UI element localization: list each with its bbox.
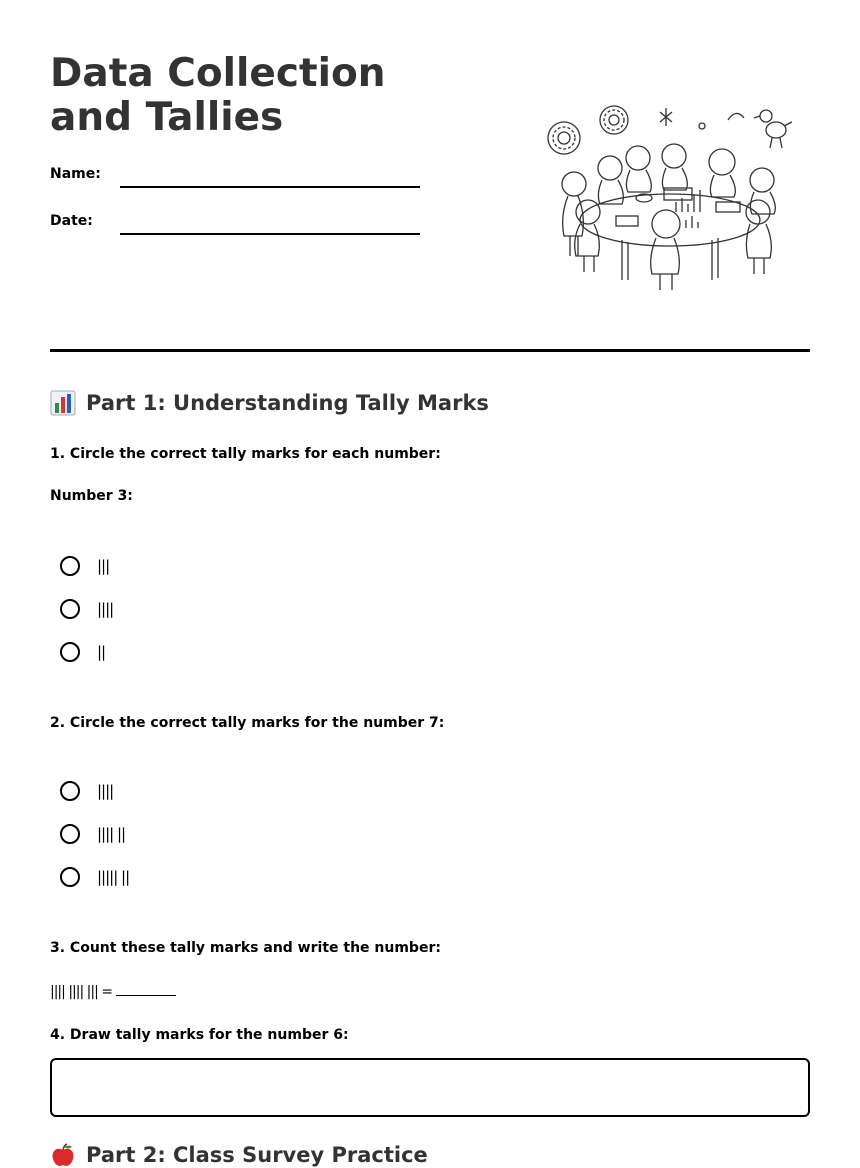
q2-option-3[interactable]: [60, 867, 129, 887]
dot-decoration: [699, 123, 705, 129]
radio-circle[interactable]: [60, 781, 80, 801]
date-label: Date:: [50, 213, 93, 229]
flower-icon: [600, 106, 628, 134]
bar-chart-icon: [50, 390, 76, 416]
question-2-prompt: 2. Circle the correct tally marks for the number 7:: [50, 715, 445, 731]
part1-heading-text: Part 1: Understanding Tally Marks: [86, 391, 489, 415]
children-survey-illustration: [540, 100, 800, 300]
option-label: |||: [97, 557, 110, 575]
bird-icon: [754, 110, 792, 148]
radio-circle[interactable]: [60, 867, 80, 887]
part2-heading: [50, 1142, 428, 1168]
tally-marks: |||| |||| ||| =: [50, 984, 112, 1000]
name-label: Name:: [50, 166, 101, 182]
answer-blank[interactable]: [116, 985, 176, 996]
q2-option-1[interactable]: [60, 781, 113, 801]
part2-heading-text: Part 2: Class Survey Practice: [86, 1143, 428, 1167]
q1-option-1[interactable]: [60, 556, 109, 576]
option-label: ||: [97, 643, 106, 661]
apple-icon: [50, 1142, 76, 1168]
child-figure: [651, 210, 680, 290]
radio-circle[interactable]: [60, 642, 80, 662]
q2-option-2[interactable]: [60, 824, 125, 844]
page-title: Data Collection and Tallies: [50, 51, 386, 140]
question-4-prompt: 4. Draw tally marks for the number 6:: [50, 1027, 349, 1043]
swoosh-decoration: [728, 113, 744, 120]
q1-option-3[interactable]: [60, 642, 105, 662]
option-label: ||||| ||: [97, 868, 130, 886]
date-field[interactable]: [120, 233, 420, 235]
question-3-prompt: 3. Count these tally marks and write the number:: [50, 940, 441, 956]
flower-icon: [548, 122, 580, 154]
question-3-tally: [50, 984, 176, 1000]
q1-option-2[interactable]: [60, 599, 113, 619]
option-label: ||||: [97, 782, 114, 800]
radio-circle[interactable]: [60, 824, 80, 844]
section-divider: [50, 349, 810, 352]
option-label: ||||: [97, 600, 114, 618]
child-figure: [746, 200, 771, 274]
child-figure: [709, 149, 735, 197]
option-label: |||| ||: [97, 825, 126, 843]
child-figure: [562, 172, 586, 256]
question-1-subprompt: Number 3:: [50, 488, 133, 504]
q4-drawing-box[interactable]: [50, 1058, 810, 1117]
radio-circle[interactable]: [60, 599, 80, 619]
part1-heading: [50, 390, 489, 416]
child-figure: [750, 168, 775, 214]
sparkle-icon: [660, 108, 672, 126]
child-figure: [598, 156, 623, 204]
radio-circle[interactable]: [60, 556, 80, 576]
question-1-prompt: 1. Circle the correct tally marks for each number:: [50, 446, 441, 462]
name-field[interactable]: [120, 186, 420, 188]
child-figure: [626, 146, 651, 192]
round-table: [580, 188, 760, 280]
child-figure: [662, 144, 687, 190]
